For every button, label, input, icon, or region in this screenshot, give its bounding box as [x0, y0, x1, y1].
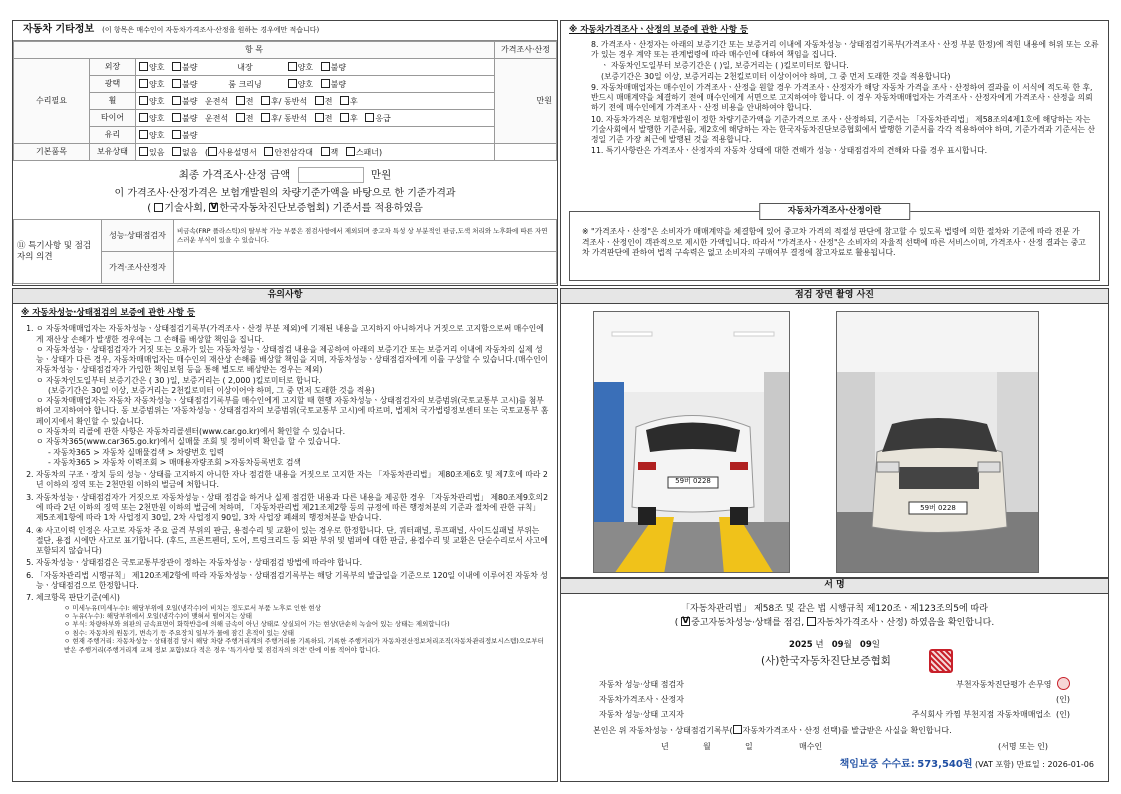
caution-item-1: 1. ㅇ 자동차매매업자는 자동차성능ㆍ상태점검기록부(가격조사ㆍ산정 부분 제외)에 기재된 내용을 고지하지 아니하거나 거짓으로 고지함으로써 매수인에게 재산상 손해가 발생한 경우에는 그 손해를 배상할 책임을 집니다. ㅇ 자동차성능ㆍ상태점검자가 거짓 또는 오류가 있는 자동차성능ㆍ상태점검 내용을 제공하여 아래의 보증기간 또는 보증거리 이내에 자동차의 실제 성능ㆍ상태가 다른 경우, 자동차매매업자는 매수인의 재산상 손해를 배상할 책임을 지며, 자동차성능ㆍ상태점검자에게 이를 구상할 수 있습니다.(매수인이 자동차성능ㆍ상태점검자가 가입한 책임보험 등을 통해 별도로 배상받는 경우는 제외) ㅇ 자동차인도일부터 보증기간은 ( 30 )일, 보증거리는 ( 2,000 )킬로미터로 합니다. (보증기간은 30일 이상, 보증거리는 2천킬로미터 이상이어야 하며, 그 중 먼저 도래한 것을 적용) ㅇ 자동차매매업자는 자동차 자동차성능ㆍ상태점검기록부를 매수인에게 고지할 때 현행 자동차성능ㆍ상태점검자의 보증범위(국토교통부 고시)를 첨부하여 고지하여야 합니다. 동 보증범위는 '자동차성능ㆍ상태점검자의 보증범위(국토교통부 고시)에 따르며, 법제처 국가법령정보센터 또는 국토교통부 홈페이지에서 확인할 수 있습니다. ㅇ 자동차의 리콜에 관한 사항은 자동차리콜센터(www.car.go.kr)에서 확인할 수 있습니다. ㅇ 자동차365(www.car365.go.kr)에서 실매물 조회 및 정비이력 확인을 할 수 있습니다. - 자동차365 > 자동차 실매물검색 > 차량번호 입력 - 자동차365 > 자동차 이력조회 > 매매용자량조회 >자동차등록번호 검색	[36, 324, 549, 468]
special-price-text[interactable]	[174, 252, 557, 284]
triangle-checkbox[interactable]	[264, 147, 273, 156]
none-checkbox[interactable]	[172, 147, 181, 156]
tire-emergency-checkbox[interactable]	[365, 113, 374, 122]
cautions-panel	[12, 288, 558, 782]
glass-options: 양호 불량	[136, 127, 495, 144]
price-note-8-period: (보증기간은 30일 이상, 보증거리는 2천킬로미터 이상이어야 하며, 그 중 먼저 도래한 것을 적용합니다)	[601, 72, 951, 81]
vehicle-info-header	[13, 21, 557, 41]
tire-passenger-rear-checkbox[interactable]	[340, 113, 349, 122]
plate-number-2: 59버 0228	[920, 504, 956, 512]
price-note-9: 9. 자동차매매업자는 매수인이 가격조사ㆍ산정을 원할 경우 가격조사ㆍ산정자가 해당 자동차 가격을 조사ㆍ산정하여 결과를 이 서식에 적도록 한 후, 반드시 매매계약을 체결하기 전에 매수인에게 서면으로 고지하여야 합니다. 이 경우 자동차매매업자는 가격조사ㆍ산정자에게 가격조사ㆍ산정을 의뢰하기 전에 매수인에게 가격조사ㆍ산정 비용을 안내하여야 합니다.	[591, 83, 1093, 113]
wheel-driver-rear-checkbox[interactable]	[261, 96, 270, 105]
tire-passenger-front-checkbox[interactable]	[315, 113, 324, 122]
receipt-line: 본인은 위 자동차성능ㆍ상태점검기록부( 자동차가격조사ㆍ산정 선택)를 발급받은 사실을 확인합니다.	[593, 726, 952, 735]
wheel-bad-checkbox[interactable]	[172, 96, 181, 105]
cautions-title: ※ 자동차성능·상태점검의 보증에 관한 사항 등	[21, 308, 196, 318]
caution-item-2: 2. 자동차의 구조ㆍ장치 등의 성능ㆍ상태를 고지하지 아니한 자나 점검한 내용을 거짓으로 고지한 자는 「자동차관리법」 제80조제6호 및 제7호에 따라 2년 이하의 징역 또는 2천만원 이하의 벌금에 처합니다.	[36, 470, 549, 491]
special-inspector-text: 비금속(FRP 플라스틱)의 탈부착 가능 부품은 점검사항에서 제외되며 중고차 특성 상 부분적인 판금,도색 처리와 노후화에 따른 자연스러운 부식이 있을 수 있습니다.	[174, 220, 557, 252]
col-price-header: 가격조사·산정	[495, 42, 557, 59]
basis-tech-checkbox[interactable]	[154, 203, 163, 212]
wheel-good-checkbox[interactable]	[139, 96, 148, 105]
caution-item-7: 7. 체크항목 판단기준(예시) ㅇ 미세누유(미세누수): 해당부위에 오일(냉각수)이 비치는 정도로서 부품 노후로 인한 현상 ㅇ 누유(누수): 해당부위에서 오일(냉각수)이 맺혀서 떨어지는 상태 ㅇ 부식: 차량하부와 외판의 금속표면이 화학반응에 의해 금속이 아닌 상태로 상실되어 가는 현상(단순히 녹슬어 있는 상태는 제외합니다) ㅇ 침수: 자동차의 원동기, 변속기 등 주요장치 일부가 물에 잠긴 흔적이 있는 상태 ㅇ 현재 주행거리: 자동차성능ㆍ상태점검 당시 해당 차량 주행거리계의 주행거리를 기록하되, 기록한 주행거리가 자동차전산정보처리조직(자동차관리정보시스템)으로부터 받은 주행거리(주행거리계 교체 정보 포함)보다 적은 경우 '특기사항 및 점검자의 의견' 란에 이를 적어야 합니다.	[36, 593, 549, 654]
roomclean-bad-checkbox[interactable]	[321, 79, 330, 88]
sign-day: 09	[859, 639, 872, 650]
total-label: 최종 가격조사·산정 금액	[178, 169, 291, 181]
total-price-line	[13, 167, 557, 183]
fee-value: 573,540원	[917, 759, 973, 770]
inspection-photo-rear	[593, 311, 790, 573]
gloss-options: 양호 불량 룸 크리닝 양호 불량	[136, 76, 495, 93]
glass-label: 유리	[90, 127, 136, 144]
price-definition-title: 자동차가격조사·산정이란	[759, 203, 911, 220]
caution-item-3: 3. 자동차성능ㆍ상태점검자가 거짓으로 자동차성능ㆍ상태 점검을 하거나 실제 점검한 내용과 다른 내용을 제공한 경우 「자동차관리법」 제80조제9호의2에 따라 2년 이하의 징역 또는 2천만원 이하의 벌금에 처하며, 「자동차관리법 제21조제2항 등의 규정에 따른 행정처분의 기준과 절차에 관한 규칙」 제5조제1항에 따라 1차 사업정지 30일, 2차 사업정지 90일, 3차 사업장 폐쇄의 행정처분을 받습니다.	[36, 493, 549, 524]
glass-good-checkbox[interactable]	[139, 130, 148, 139]
tire-label: 타이어	[90, 110, 136, 127]
exterior-bad-checkbox[interactable]	[172, 62, 181, 71]
caution-item-6: 6. 「자동차관리법 시행규칙」 제120조제2항에 따라 자동차성능ㆍ상태점검기록부는 해당 기록부의 발급일을 기준으로 120일 이내에 이루어진 자동차 성능ㆍ상태점검으로 한정합니다.	[36, 571, 549, 592]
rear-car-photo-image	[594, 312, 790, 573]
signature-header: 서 명	[561, 579, 1108, 594]
signer-row-price: 자동차가격조사ㆍ산정자 (인)	[599, 695, 1070, 704]
tire-good-checkbox[interactable]	[139, 113, 148, 122]
org-seal-stamp	[929, 649, 953, 673]
interior-bad-checkbox[interactable]	[321, 62, 330, 71]
inspector-seal-icon	[1057, 677, 1070, 690]
exterior-good-checkbox[interactable]	[139, 62, 148, 71]
expiry-date: 만료일 : 2026-01-06	[1016, 760, 1094, 769]
special-price-label: 가격·조사산정자	[102, 252, 174, 284]
interior-good-checkbox[interactable]	[288, 62, 297, 71]
signature-check-line: ( V중고자동차성능·상태를 점검, 자동차가격조사ㆍ산정) 하였음을 확인합니다.	[561, 617, 1108, 629]
buyer-line: 년 월 일 매수인 (서명 또는 인)	[661, 742, 1048, 751]
interior-label: 내장	[237, 62, 253, 72]
spanner-checkbox[interactable]	[346, 147, 355, 156]
have-checkbox[interactable]	[139, 147, 148, 156]
basis-line: 이 가격조사·산정가격은 보험개발원의 차량기준가액을 바탕으로 한 기준가격과	[114, 188, 456, 199]
price-unit: 만원	[495, 59, 557, 144]
vehicle-info-title: 자동차 기타정보	[23, 24, 95, 36]
exterior-label: 외장	[90, 59, 136, 76]
signature-date: 2025 년 09월 09일	[789, 639, 880, 650]
price-note-8: 8. 가격조사ㆍ산정자는 아래의 보증기간 또는 보증거리 이내에 자동차성능ㆍ상태점검기록부(가격조사ㆍ산정 부분 한정)에 적힌 내용에 허위 또는 오류가 있는 경우 계약 또는 관계법령에 따라 매수인에 대하여 책임을 집니다.	[591, 39, 1099, 59]
signature-panel	[560, 578, 1109, 782]
signature-org: (사)한국자동차진단보증협회	[761, 655, 891, 667]
basis-kada-checkbox[interactable]	[209, 203, 218, 212]
basic-group-label: 기본품목	[14, 144, 90, 161]
cautions-body	[13, 304, 557, 660]
vehicle-info-panel	[12, 20, 558, 286]
inspection-photo-front	[836, 311, 1039, 573]
cautions-header: 유의사항	[13, 289, 557, 304]
special-notes-table	[13, 219, 557, 284]
criteria-list: ㅇ 미세누유(미세누수): 해당부위에 오일(냉각수)이 비치는 정도로서 부품 노후로 인한 현상 ㅇ 누유(누수): 해당부위에서 오일(냉각수)이 맺혀서 떨어지는 상태 ㅇ 부식: 차량하부와 외판의 금속표면이 화학반응에 의해 금속이 아닌 상태로 상실되어 가는 현상(단순히 녹슬어 있는 상태는 제외합니다) ㅇ 침수: 자동차의 원동기, 변속기 등 주요장치 일부가 물에 잠긴 흔적이 있는 상태 ㅇ 현재 주행거리: 자동차성능ㆍ상태점검 당시 해당 차량 주행거리계의 주행거리를 기록하되, 기록한 주행거리가 자동차전산정보처리조직(자동차관리정보시스템)으로부터 받은 주행거리(주행거리계 교체 정보 포함)보다 적은 경우 '특기사항 및 점검자의 의견' 란에 이를 적어야 합니다.	[64, 603, 544, 654]
price-notes-list	[569, 40, 1100, 156]
wheel-options: 양호 불량 운전석 전 후/ 동반석 전 후	[136, 93, 495, 110]
possession-label: 보유상태	[90, 144, 136, 161]
manual-checkbox[interactable]	[208, 147, 217, 156]
caution-item-5: 5. 자동차성능ㆍ상태점검은 국토교통부장관이 정하는 자동차성능ㆍ상태점검 방법에 따라야 합니다.	[36, 558, 549, 568]
possession-options: 있음 없음 ( 사용설명서 안전삼각대 잭 스패너)	[136, 144, 495, 161]
vehicle-info-table	[13, 41, 557, 161]
tire-bad-checkbox[interactable]	[172, 113, 181, 122]
signer-row-notifier: 자동차 성능·상태 고지자 주식회사 카찜 부천지점 자동차매매업소 (인)	[599, 710, 1070, 719]
photos-panel	[560, 288, 1109, 578]
price-notes-title: ※ 자동차가격조사ㆍ산정의 보증에 관한 사항 등	[569, 25, 749, 35]
photos-header: 점검 장면 촬영 사진	[561, 289, 1108, 304]
jack-checkbox[interactable]	[321, 147, 330, 156]
cautions-list	[21, 324, 549, 654]
price-note-8-warranty: ㆍ 자동차인도일부터 보증기간은 ( )일, 보증거리는 ( )킬로미터로 합니다.	[601, 60, 849, 70]
price-definition-text: ※ "가격조사ㆍ산정"은 소비자가 매매계약을 체결함에 있어 중고차 가격의 적절성 판단에 참고할 수 있도록 법령에 의한 절차와 기준에 따라 전문 가격조사ㆍ산정인이 객관적으로 제시한 가액입니다. 따라서 "가격조사ㆍ산정"은 소비자의 자율적 선택에 따른 서비스이며, 가격조사ㆍ산정 결과는 중고차 가격판단에 관하여 법적 구속력은 없고 소비자의 구매여부 결정에 참고자료로 활용됩니다.	[582, 227, 1086, 258]
fee-label: 책임보증 수수료:	[839, 759, 915, 770]
tire-driver-front-checkbox[interactable]	[236, 113, 245, 122]
price-note-10: 10. 자동차가격은 보험개발원이 정한 차량기준가액을 기준가격으로 조사ㆍ산정하되, 기준서는 「자동차관리법」 제58조의4제1호에 해당하는 자는 기술사회에서 발행한 기준서를, 제2호에 해당하는 자는 한국자동차진단보증협회에서 발행한 기준서를 각각 적용하여야 하며, 기준가격과 기준서는 산정일 기준 가장 최근에 발행된 것을 적용합니다.	[591, 114, 1096, 144]
basis-options: ( 기술사회, V 한국자동차진단보증협회) 기준서를 적용하였음	[13, 203, 557, 216]
wheel-driver-front-checkbox[interactable]	[236, 96, 245, 105]
signature-rows	[599, 677, 1070, 722]
caution-item-4: 4. ④ 사고이력 인정은 사고로 자동차 주요 골격 부위의 판금, 용접수리 및 교환이 있는 경우로 한정합니다. 단, 쿼터패널, 루프패널, 사이드실패널 부위는 절단, 용접 시에만 사고로 표기합니다. (후드, 프론트펜더, 도어, 트렁크리드 등 외판 부위 및 범퍼에 대한 판금, 용접수리 및 교환은 단순수리로서 사고에 포함되지 않습니다)	[36, 526, 549, 557]
special-inspector-label: 성능·상태점검자	[102, 220, 174, 252]
tire-options: 양호 불량 운전석 전 후/ 동반석 전 후 응급	[136, 110, 495, 127]
special-label: ⑪ 특기사항 및 점검자의 의견	[14, 220, 102, 284]
price-note-11: 11. 특기사항란은 가격조사ㆍ산정자의 자동차 상태에 대한 견해가 성능ㆍ상태점검자의 견해와 다를 경우 표시합니다.	[591, 145, 988, 155]
signature-law-line: 「자동차관리법」 제58조 및 같은 법 시행규칙 제120조ㆍ제123조의5에 따라	[681, 604, 988, 614]
signer-row-inspector: 자동차 성능·상태 점검자 부천자동차진단평가 손무영	[599, 677, 1070, 692]
gloss-bad-checkbox[interactable]	[172, 79, 181, 88]
price-definition-box	[569, 206, 1100, 281]
fee-line: 책임보증 수수료: 573,540원 (VAT 포함) 만료일 : 2026-01-06	[839, 759, 1094, 770]
repair-group-label: 수리필요	[14, 59, 90, 144]
sign-month: 09	[831, 639, 844, 650]
sign-year: 2025	[789, 639, 813, 650]
tire-driver-rear-checkbox[interactable]	[261, 113, 270, 122]
total-unit: 만원	[370, 169, 392, 181]
total-amount-field[interactable]	[298, 167, 364, 183]
roomclean-label: 룸 크리닝	[228, 79, 262, 89]
vehicle-info-note: (이 항목은 매수인이 자동차가격조사·산정을 원하는 경우에만 적습니다)	[102, 26, 320, 35]
front-car-photo-image	[837, 312, 1039, 573]
glass-bad-checkbox[interactable]	[172, 130, 181, 139]
exterior-options: 양호 불량 내장 양호 불량	[136, 59, 495, 76]
wheel-passenger-front-checkbox[interactable]	[315, 96, 324, 105]
price-check-checkbox[interactable]	[807, 617, 816, 626]
plate-number-1: 59버 0228	[675, 477, 711, 485]
wheel-label: 휠	[90, 93, 136, 110]
receipt-checkbox[interactable]	[733, 725, 742, 734]
gloss-good-checkbox[interactable]	[139, 79, 148, 88]
gloss-label: 광택	[90, 76, 136, 93]
performance-check-checkbox[interactable]	[681, 617, 690, 626]
roomclean-good-checkbox[interactable]	[288, 79, 297, 88]
wheel-passenger-rear-checkbox[interactable]	[340, 96, 349, 105]
price-notes-panel	[560, 20, 1109, 286]
col-item-header: 항 목	[14, 42, 495, 59]
